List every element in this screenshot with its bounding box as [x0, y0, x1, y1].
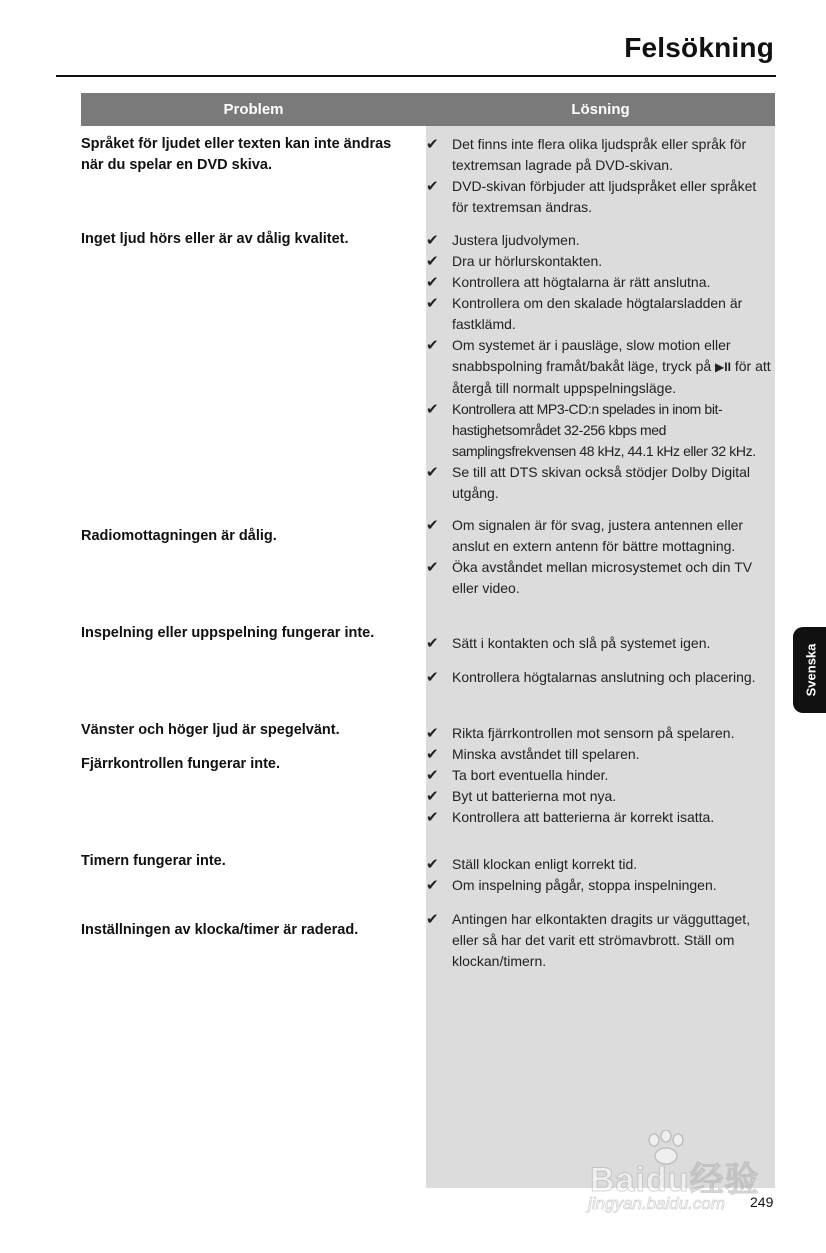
check-icon: ✔	[426, 788, 439, 805]
watermark-logo: Baidu经验	[590, 1161, 760, 1199]
check-icon: ✔	[426, 559, 439, 576]
solution-item: ✔ Öka avståndet mellan microsystemet och din TV eller video.	[426, 559, 753, 596]
solution-item: ✔ Ta bort eventuella hinder.	[426, 767, 609, 784]
solution-item: ✔ Kontrollera att batterierna är korrekt isatta.	[426, 809, 715, 826]
solution-list	[426, 723, 775, 828]
check-icon: ✔	[426, 669, 439, 686]
check-icon: ✔	[426, 253, 439, 270]
solution-item: ✔ Justera ljudvolymen.	[426, 232, 580, 249]
problem-text: Inspelning eller uppspelning fungerar inte.	[81, 625, 375, 641]
check-icon: ✔	[426, 746, 439, 763]
problem-text: Radiomottagningen är dålig.	[81, 528, 277, 544]
check-icon: ✔	[426, 767, 439, 784]
solution-item: ✔ DVD-skivan förbjuder att ljudspråket eller språket för textremsan ändras.	[426, 178, 757, 215]
solution-list	[426, 909, 775, 972]
solution-item: ✔ Kontrollera att högtalarna är rätt anslutna.	[426, 274, 711, 291]
problem-text: Vänster och höger ljud är spegelvänt.	[81, 722, 340, 738]
solution-item: ✔ Antingen har elkontakten dragits ur vägguttaget, eller så har det varit ett strömavbrott. Ställ om klockan/timern.	[426, 911, 751, 969]
solution-item: ✔ Minska avståndet till spelaren.	[426, 746, 640, 763]
check-icon: ✔	[426, 464, 439, 481]
solution-list	[426, 230, 775, 504]
check-icon: ✔	[426, 635, 439, 652]
problem-text: Inget ljud hörs eller är av dålig kvalitet.	[81, 231, 349, 247]
check-icon: ✔	[426, 232, 439, 249]
solution-item: ✔ Dra ur hörlurskontakten.	[426, 253, 603, 270]
title-divider	[56, 75, 776, 77]
page-number: 249	[750, 1194, 774, 1210]
solution-item: ✔ Ställ klockan enligt korrekt tid.	[426, 856, 638, 873]
problem-column-header: Problem	[81, 93, 426, 126]
solution-item: ✔ Byt ut batterierna mot nya.	[426, 788, 617, 805]
language-tab-label: Svenska	[803, 643, 819, 697]
check-icon: ✔	[426, 136, 439, 153]
check-icon: ✔	[426, 274, 439, 291]
solution-list	[426, 854, 775, 896]
problem-text: Inställningen av klocka/timer är raderad.	[81, 922, 359, 938]
check-icon: ✔	[426, 877, 439, 894]
page-title: Felsökning	[624, 32, 774, 63]
solution-item: ✔ Det finns inte flera olika ljudspråk eller språk för textremsan lagrade på DVD-skivan.	[426, 136, 747, 173]
problem-text: Språket för ljudet eller texten kan inte ändras när du spelar en DVD skiva.	[81, 136, 392, 173]
check-icon: ✔	[426, 725, 439, 742]
solution-item: ✔ Kontrollera högtalarnas anslutning och placering.	[426, 669, 756, 686]
check-icon: ✔	[426, 911, 439, 928]
check-icon: ✔	[426, 295, 439, 312]
solution-item: ✔ Kontrollera om den skalade högtalarsladden är fastklämd.	[426, 295, 743, 332]
check-icon: ✔	[426, 337, 439, 354]
check-icon: ✔	[426, 809, 439, 826]
check-icon: ✔	[426, 178, 439, 195]
solution-item: ✔ Se till att DTS skivan också stödjer Dolby Digital utgång.	[426, 464, 750, 501]
watermark	[586, 1130, 776, 1220]
solution-item: ✔ Om signalen är för svag, justera antennen eller anslut en extern antenn för bättre mottagning.	[426, 517, 744, 554]
check-icon: ✔	[426, 401, 439, 418]
solution-item: ✔ Rikta fjärrkontrollen mot sensorn på spelaren.	[426, 725, 735, 742]
solution-list	[426, 515, 775, 599]
problem-text: Fjärrkontrollen fungerar inte.	[81, 756, 280, 772]
solution-item: ✔ Om inspelning pågår, stoppa inspelningen.	[426, 877, 717, 894]
solution-column-header: Lösning	[426, 93, 775, 126]
problem-text: Timern fungerar inte.	[81, 853, 226, 869]
solution-item: ✔ Om systemet är i pausläge, slow motion eller snabbspolning framåt/bakåt läge, tryck på ▶II för att återgå till normalt uppspelningsläge.	[426, 337, 771, 396]
watermark-url: jingyan.baidu.com	[588, 1194, 726, 1213]
solution-list	[426, 134, 775, 218]
check-icon: ✔	[426, 517, 439, 534]
solution-item: ✔ Sätt i kontakten och slå på systemet igen.	[426, 635, 711, 652]
solution-item: ✔ Kontrollera att MP3-CD:n spelades in inom bit-hastighetsområdet 32-256 kbps med samplingsfrekvensen 48 kHz, 44.1 kHz eller 32 kHz.	[426, 401, 756, 459]
check-icon: ✔	[426, 856, 439, 873]
solution-list	[426, 633, 775, 688]
play-pause-icon: ▶II	[715, 360, 731, 374]
